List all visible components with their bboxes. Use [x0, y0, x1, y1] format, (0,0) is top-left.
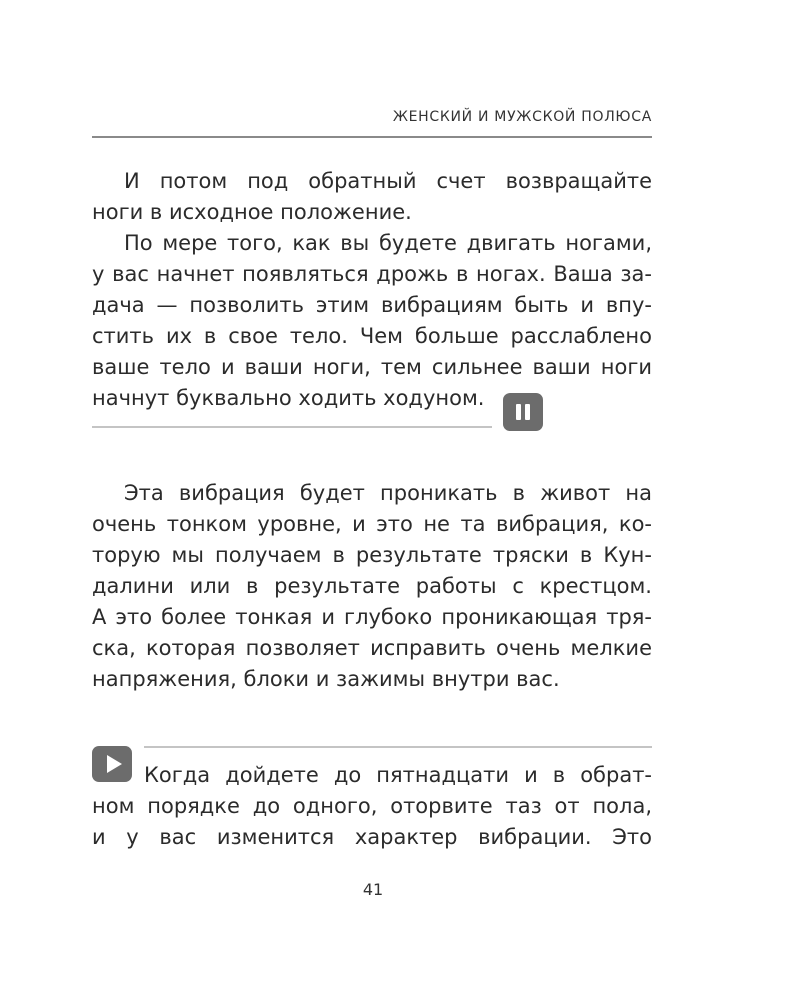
pause-bar-left	[516, 404, 521, 420]
text-line: ноги в исходное положение.	[92, 200, 412, 224]
text-line: напряжения, блоки и зажимы внутри вас.	[92, 667, 560, 691]
pause-bar-right	[525, 404, 530, 420]
play-divider	[144, 746, 652, 748]
text-line: дача — позволить этим вибрациям быть и впу-	[92, 293, 652, 317]
text-line: начнут буквально ходить ходуном.	[92, 386, 485, 410]
text-line: А это более тонкая и глубоко проникающая тря-	[92, 605, 652, 629]
text-line: И потом под обратный счет возвращайте	[124, 169, 652, 193]
text-line: По мере того, как вы будете двигать ногами,	[124, 231, 652, 255]
pause-divider	[92, 426, 492, 428]
text-line: ном порядке до одного, оторвите таз от пола,	[92, 794, 652, 818]
text-line: торую мы получаем в результате тряски в Кун-	[92, 543, 652, 567]
paragraph-4-first-line	[144, 760, 652, 791]
text-line: стить их в свое тело. Чем больше расслаблено	[92, 324, 652, 348]
play-triangle	[107, 755, 122, 773]
text-line: у вас начнет появляться дрожь в ногах. Ваша за-	[92, 262, 652, 286]
text-line: Когда дойдете до пятнадцати и в обрат-	[144, 763, 652, 787]
text-line: очень тонком уровне, и это не та вибрация, ко-	[92, 512, 652, 536]
paragraph-2	[92, 228, 652, 414]
text-line: Эта вибрация будет проникать в живот на	[124, 481, 652, 505]
text-line: ваше тело и ваши ноги, тем сильнее ваши ноги	[92, 355, 652, 379]
running-title: ЖЕНСКИЙ И МУЖСКОЙ ПОЛЮСА	[392, 109, 652, 125]
pause-icon[interactable]	[503, 393, 543, 431]
text-line: ска, которая позволяет исправить очень мелкие	[92, 636, 652, 660]
paragraph-4	[92, 791, 652, 853]
header-rule	[92, 136, 652, 138]
text-line: и у вас изменится характер вибрации. Это	[92, 825, 652, 849]
paragraph-1	[92, 166, 652, 228]
text-line: далини или в результате работы с крестцом.	[92, 574, 652, 598]
play-icon[interactable]	[92, 746, 132, 782]
paragraph-3	[92, 478, 652, 695]
page-number: 41	[362, 880, 384, 899]
